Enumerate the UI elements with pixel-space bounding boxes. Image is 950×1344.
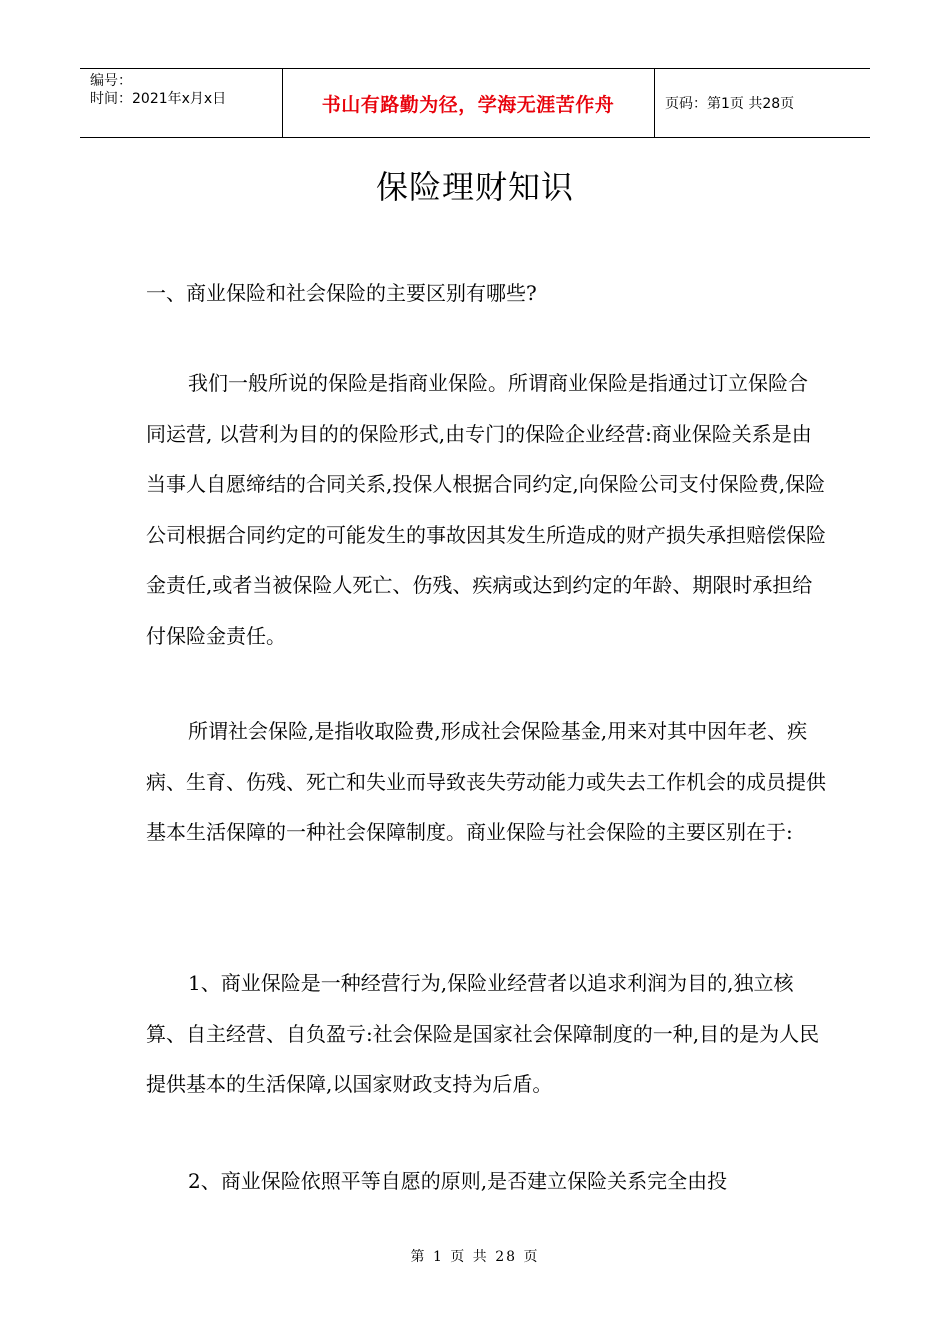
paragraph-commercial-insurance: 我们一般所说的保险是指商业保险。所谓商业保险是指通过订立保险合同运营, 以营利为目的的保险形式,由专门的保险企业经营:商业保险关系是由当事人自愿缔结的合同关系,投保人根据合同约定,向保险公司支付保险费,保险公司根据合同约定的可能发生的事故因其发生所造成的财产损失承担赔偿保险金责任,或者当被保险人死亡、伤残、疾病或达到约定的年龄、期限时承担给付保险金责任。 [146,371,826,648]
header-page-info: 页码：第1页 共28页 [665,96,795,112]
header-motto: 书山有路勤为径，学海无涯苦作舟 [282,69,655,137]
document-title: 保险理财知识 [375,168,574,206]
section-heading: 一、商业保险和社会保险的主要区别有哪些? [146,281,537,305]
paragraph-point-1: 1、商业保险是一种经营行为,保险业经营者以追求利润为目的,独立核算、自主经营、自负盈亏:社会保险是国家社会保障制度的一种,目的是为人民提供基本的生活保障,以国家财政支持为后盾。 [146,971,820,1096]
paragraph-point-2: 2、商业保险依照平等自愿的原则,是否建立保险关系完全由投 [188,1169,728,1193]
document-header [80,68,870,138]
header-meta-cell [80,69,283,137]
date-label: 时间：2021年x月x日 [90,91,227,107]
paragraph-social-insurance: 所谓社会保险,是指收取险费,形成社会保险基金,用来对其中因年老、疾病、生育、伤残、死亡和失业而导致丧失劳动能力或失去工作机会的成员提供基本生活保障的一种社会保障制度。商业保险与社会保险的主要区别在于: [146,719,826,844]
page-footer: 第 1 页 共 28 页 [410,1249,540,1265]
serial-label: 编号： [90,73,132,89]
